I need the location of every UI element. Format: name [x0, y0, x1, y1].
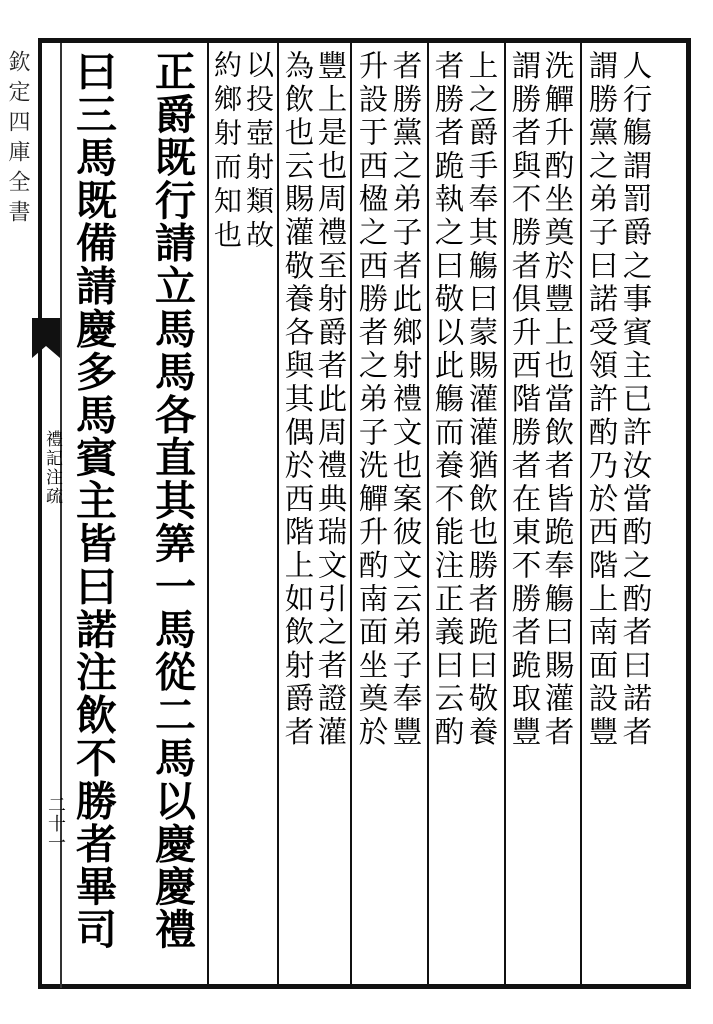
text-column-3: 洗觶升酌坐奠於豐上也當飲者皆跪奉觴曰賜灌者 — [540, 50, 575, 750]
text-column-12: 約鄉射而知也 — [210, 50, 243, 254]
column-divider — [207, 43, 209, 984]
column-divider — [580, 43, 582, 984]
text-column-6: 者勝者跪執之曰敬以此觴而養不能注正義曰云酌 — [430, 50, 465, 750]
column-divider — [504, 43, 506, 984]
fishtail-mark-icon — [32, 318, 60, 358]
frame-top-border — [38, 38, 691, 43]
main-text-column-1: 正爵既行請立馬馬各直其筭一馬從二馬以慶慶禮 — [148, 50, 196, 951]
text-column-11: 以投壺射類故 — [242, 50, 275, 254]
running-title: 欽定四庫全書 — [5, 50, 30, 230]
column-divider — [277, 43, 279, 984]
text-column-9: 豐上是也周禮至射爵者此周禮典瑞文引之者證灌 — [313, 50, 348, 750]
frame-bottom-border — [38, 984, 691, 989]
text-column-1: 人行觴謂罰爵之事賓主已許汝當酌之酌者曰諾者 — [618, 50, 653, 750]
column-divider — [350, 43, 352, 984]
book-title: 禮記注疏 — [42, 430, 62, 506]
text-column-5: 上之爵手奉其觴曰蒙賜灌灌猶飲也勝者跪曰敬養 — [464, 50, 499, 750]
frame-right-border — [686, 38, 691, 988]
main-text-column-2: 曰三馬既備請慶多馬賓主皆曰諾注飲不勝者畢司 — [69, 50, 117, 951]
text-column-2: 謂勝黨之弟子曰諾受領許酌乃於西階上南面設豐 — [584, 50, 619, 750]
text-column-10: 為飲也云賜灌敬養各與其偶於西階上如飲射爵者 — [280, 50, 315, 750]
text-column-7: 者勝黨之弟子者此鄉射禮文也案彼文云弟子奉豐 — [388, 50, 423, 750]
column-divider — [427, 43, 429, 984]
text-column-4: 謂勝者與不勝者俱升西階勝者在東不勝者跪取豐 — [507, 50, 542, 750]
page-number: 二十一 — [45, 795, 66, 852]
text-column-8: 升設于西楹之西勝者之弟子洗觶升酌南面坐奠於 — [354, 50, 389, 750]
